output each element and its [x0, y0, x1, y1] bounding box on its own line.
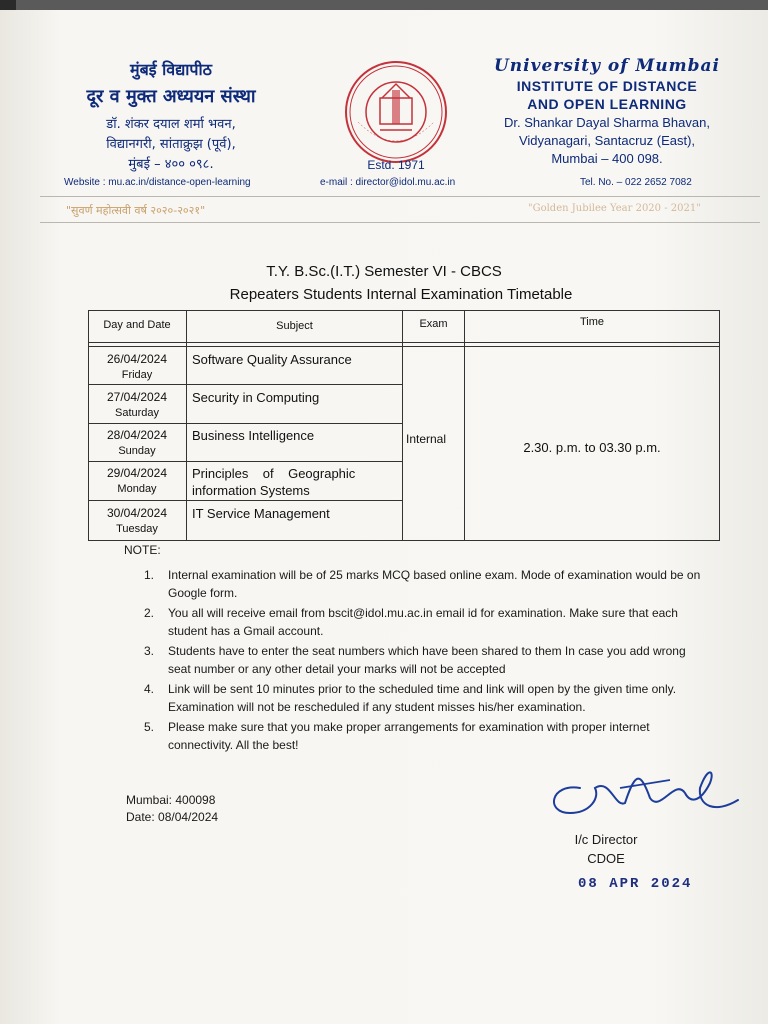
letterhead-divider [40, 222, 760, 223]
date-stamp: 08 APR 2024 [578, 876, 693, 892]
notes-heading: NOTE: [124, 543, 161, 557]
page-top-edge [0, 0, 768, 10]
notes-list [144, 566, 704, 756]
footer-place-date [126, 792, 218, 826]
signatory [566, 830, 646, 868]
header-day-date: Day and Date [103, 319, 171, 331]
hindi-address-line: डॉ. शंकर दयाल शर्मा भवन, [106, 117, 236, 132]
letterhead-english [476, 56, 738, 166]
institute-name-line: AND OPEN LEARNING [527, 96, 687, 112]
row-day: Monday [117, 483, 157, 495]
director-signature [540, 758, 740, 828]
header-time: Time [579, 316, 605, 328]
established-year: Estd. 1971 [367, 158, 425, 172]
row-day: Saturday [114, 407, 160, 419]
university-seal-logo [344, 60, 448, 164]
row-day: Sunday [118, 445, 156, 457]
note-item: 2. You all will receive email from bscit@idol.mu.ac.in email id for examination. Make sure that each student has a Gmail account. [144, 606, 678, 638]
email: e-mail : director@idol.mu.ac.in [320, 177, 456, 188]
document-subtitle: Repeaters Students Internal Examination Timetable [229, 286, 573, 303]
note-item: 5. Please make sure that you make proper arrangements for examination with proper internet connectivity. All the best! [144, 720, 650, 752]
address-line: Vidyanagari, Santacruz (East), [518, 133, 696, 148]
row-date: 27/04/2024 Saturday [88, 390, 186, 419]
row-subject: Security in Computing [192, 390, 320, 405]
jubilee-english: "Golden Jubilee Year 2020 - 2021" [528, 203, 701, 214]
hindi-address-line: मुंबई – ४०० ०९८. [128, 157, 214, 172]
hindi-university-name: मुंबई विद्यापीठ [130, 60, 212, 79]
address-line: Dr. Shankar Dayal Sharma Bhavan, [504, 115, 710, 130]
address-line: Mumbai – 400 098. [551, 151, 663, 166]
note-item: 1. Internal examination will be of 25 marks MCQ based online exam. Mode of examination would be on Google form. [144, 568, 701, 600]
issue-date: Date: 08/04/2024 [126, 810, 219, 824]
jubilee-hindi: "सुवर्ण महोत्सवी वर्ष २०२०-२०२१" [66, 204, 206, 217]
header-exam: Exam [419, 318, 448, 330]
telephone: Tel. No. – 022 2652 7082 [580, 177, 692, 188]
timetable [88, 310, 720, 541]
row-subject: Principles of Geographic information Systems [192, 466, 359, 498]
place: Mumbai: 400098 [126, 793, 216, 807]
row-date: 26/04/2024 Friday [88, 352, 186, 381]
row-date: 29/04/2024 Monday [88, 466, 186, 495]
institute-name-line: INSTITUTE OF DISTANCE [516, 78, 698, 94]
letterhead-divider [40, 196, 760, 197]
note-item: 4. Link will be sent 10 minutes prior to the scheduled time and link will open by the given time only. Examination will not be rescheduled if any student misses his/her examination. [144, 682, 677, 714]
university-name: University of Mumbai [493, 56, 721, 76]
row-subject: Software Quality Assurance [192, 352, 352, 367]
row-day: Tuesday [116, 523, 158, 535]
letterhead-hindi [56, 58, 286, 172]
row-day: Friday [121, 369, 153, 381]
note-item: 3. Students have to enter the seat numbers which have been shared to them In case you add wrong seat number or any other detail your marks will not be accepted [144, 644, 686, 676]
exam-time: 2.30. p.m. to 03.30 p.m. [523, 440, 661, 455]
row-subject: Business Intelligence [192, 428, 315, 443]
hindi-address-line: विद्यानगरी, सांताक्रुझ (पूर्व), [106, 137, 236, 152]
row-date: 28/04/2024 Sunday [88, 428, 186, 457]
office: CDOE [587, 851, 625, 866]
website: Website : mu.ac.in/distance-open-learning [64, 177, 251, 188]
header-subject: Subject [276, 320, 313, 332]
document-title: T.Y. B.Sc.(I.T.) Semester VI - CBCS [266, 263, 502, 280]
designation: I/c Director [574, 832, 638, 847]
row-date: 30/04/2024 Tuesday [88, 506, 186, 535]
row-subject: IT Service Management [192, 506, 330, 521]
exam-type: Internal [406, 432, 447, 446]
hindi-institute-name: दूर व मुक्त अध्ययन संस्था [86, 86, 256, 107]
